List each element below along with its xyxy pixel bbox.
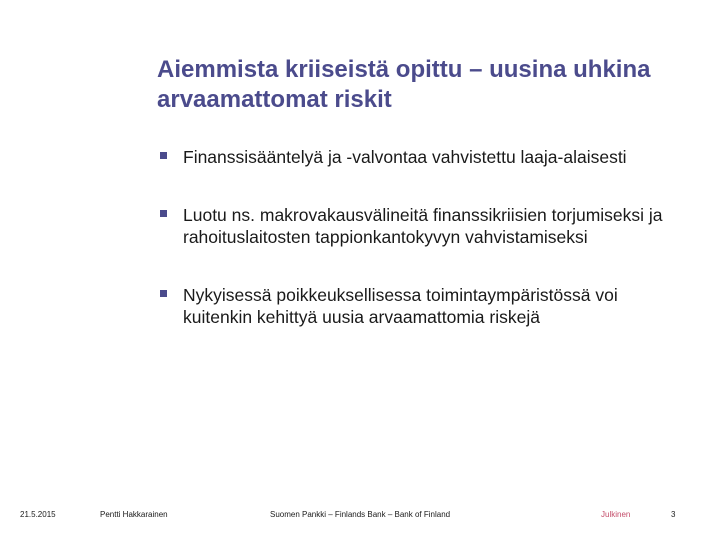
footer-date: 21.5.2015	[20, 510, 56, 519]
square-bullet-icon	[160, 152, 167, 159]
bullet-list	[157, 146, 677, 328]
square-bullet-icon	[160, 210, 167, 217]
bullet-text: Luotu ns. makrovakausvälineitä finanssikriisien torjumiseksi ja rahoituslaitosten tappionkantokyvyn vahvistamiseksi	[183, 205, 663, 247]
bullet-item	[157, 204, 677, 248]
bullet-text: Nykyisessä poikkeuksellisessa toimintaympäristössä voi kuitenkin kehittyä uusia arvaamattomia riskejä	[183, 285, 618, 327]
footer-author: Pentti Hakkarainen	[100, 510, 168, 519]
bullet-item	[157, 284, 677, 328]
bullet-text: Finanssisääntelyä ja -valvontaa vahvistettu laaja-alaisesti	[183, 147, 627, 167]
slide-title: Aiemmista kriiseistä opittu – uusina uhkina arvaamattomat riskit	[157, 56, 651, 113]
square-bullet-icon	[160, 290, 167, 297]
footer-classification: Julkinen	[601, 510, 631, 519]
bullet-item	[157, 146, 677, 168]
footer-page-number: 3	[671, 510, 676, 519]
footer-organization: Suomen Pankki – Finlands Bank – Bank of Finland	[270, 510, 451, 519]
